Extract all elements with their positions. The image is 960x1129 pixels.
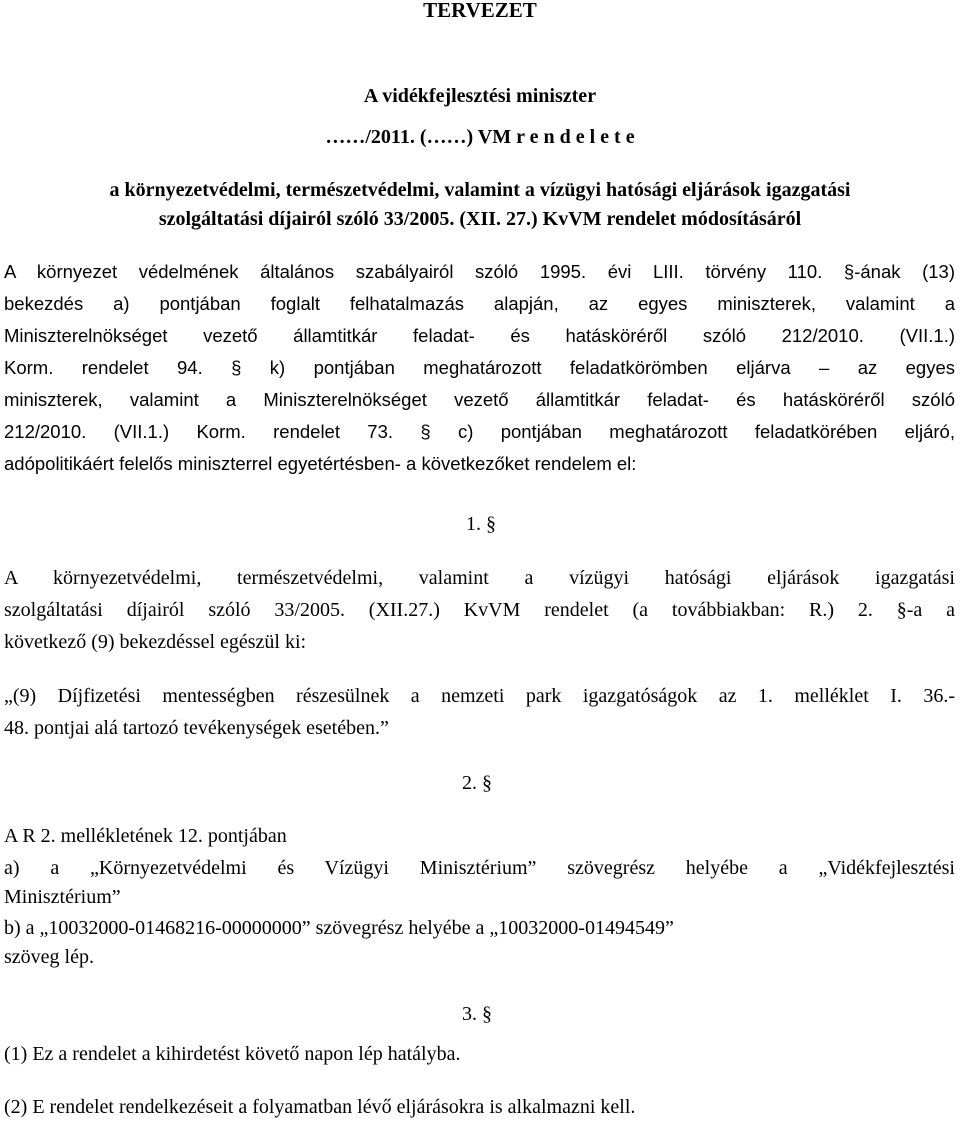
preamble-line-3: Miniszterelnökséget vezető államtitkár feladat- és hatásköréről szóló 212/2010. (VII.1.) [4,325,955,346]
section-1-quote-line-2: 48. pontjai alá tartozó tevékenységek esetében.” [4,717,389,739]
section-3-para-1: (1) Ez a rendelet a kihirdetést követő napon lép hatályba. [4,1043,461,1065]
issuer-line: A vidékfejlesztési miniszter [363,85,597,107]
section-2-item-b-line-1: b) a „10032000-01468216-00000000” szövegrész helyébe a „10032000-01494549” [4,917,674,939]
section-3-heading: 3. § [462,1003,492,1025]
decree-number: ……/2011. (……) VM [325,126,517,148]
section-1-line-1: A környezetvédelmi, természetvédelmi, valamint a vízügyi hatósági eljárások igazgatási [4,567,955,589]
section-2-item-a-line-2: Minisztérium” [4,886,121,908]
decree-title-line-2: szolgáltatási díjairól szóló 33/2005. (XII. 27.) KvVM rendelet módosításáról [158,208,802,230]
section-2-item-a-line-1: a) a „Környezetvédelmi és Vízügyi Minisztérium” szövegrész helyébe a „Vidékfejlesztési [4,857,955,879]
decree-number-line [0,123,960,151]
preamble-line-6: 212/2010. (VII.1.) Korm. rendelet 73. § c) pontjában meghatározott feladatkörében eljáró, [4,421,955,442]
section-2-item-b-line-2: szöveg lép. [4,946,94,968]
decree-title-line-1: a környezetvédelmi, természetvédelmi, valamint a vízügyi hatósági eljárások igazgatási [109,179,851,201]
preamble-line-7: adópolitikáért felelős miniszterrel egyetértésben- a következőket rendelem el: [4,453,637,474]
section-1-quote-line-1: „(9) Díjfizetési mentességben részesülnek a nemzeti park igazgatóságok az 1. melléklet I. 36.- [4,685,955,707]
section-2-heading: 2. § [462,772,492,794]
preamble-line-4: Korm. rendelet 94. § k) pontjában meghatározott feladatkörömben eljárva – az egyes [4,357,955,378]
decree-word: r e n d e l e t e [516,126,635,148]
preamble-line-2: bekezdés a) pontjában foglalt felhatalmazás alapján, az egyes miniszterek, valamint a [4,293,955,314]
section-1-line-2: szolgáltatási díjairól szóló 33/2005. (XII.27.) KvVM rendelet (a továbbiakban: R.) 2. §-a a [4,599,955,621]
draft-label: TERVEZET [423,0,537,22]
section-1-heading: 1. § [466,513,496,535]
preamble-line-5: miniszterek, valamint a Miniszterelnökséget vezető államtitkár feladat- és hatásköréről szóló [4,389,955,410]
preamble-line-1: A környezet védelmének általános szabályairól szóló 1995. évi LIII. törvény 110. §-ának (13) [4,261,955,282]
section-3-para-2: (2) E rendelet rendelkezéseit a folyamatban lévő eljárásokra is alkalmazni kell. [4,1096,636,1118]
section-1-line-3: következő (9) bekezdéssel egészül ki: [4,631,307,653]
section-2-intro: A R 2. mellékletének 12. pontjában [4,825,287,847]
